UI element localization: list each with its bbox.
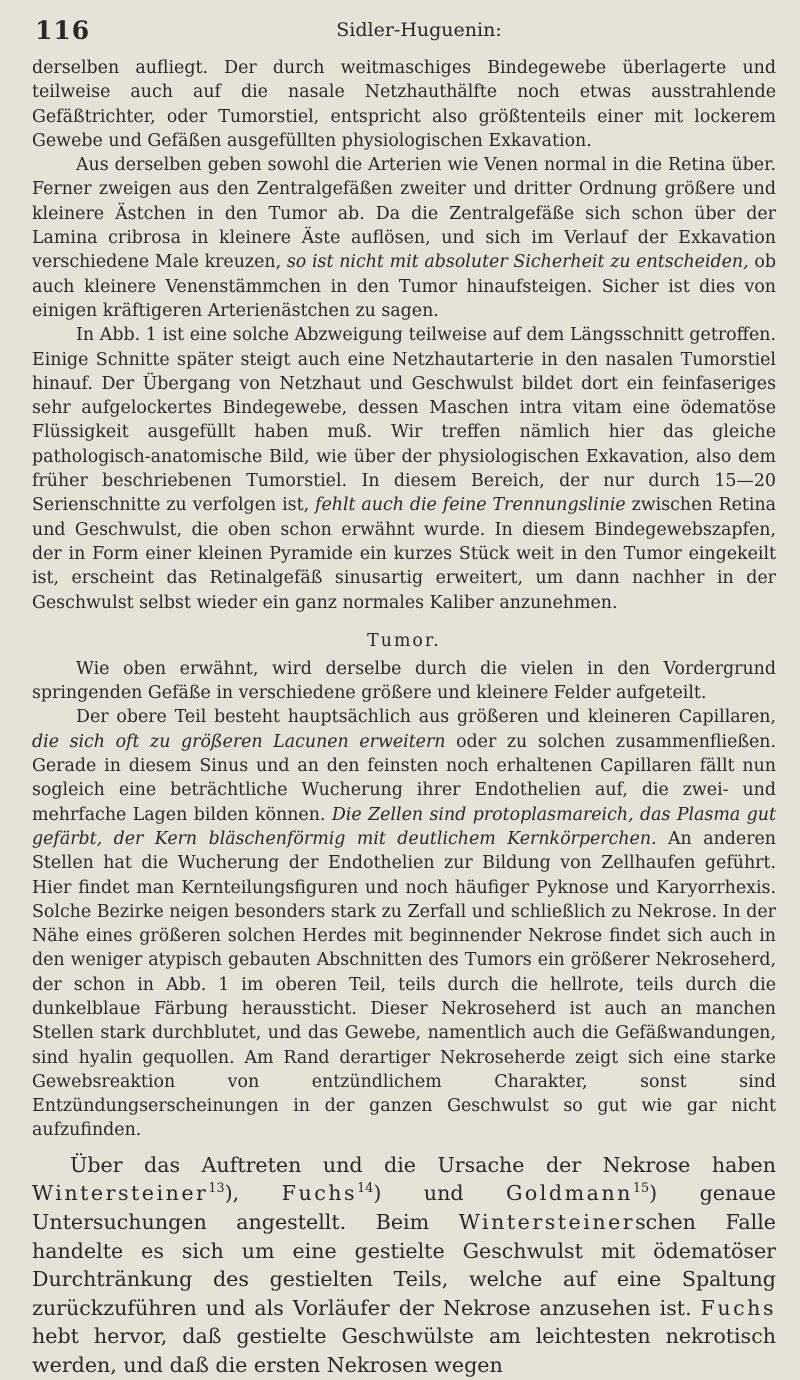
page-number: 116 — [35, 16, 91, 45]
p6-text-4: ) genaue Untersuchungen angestellt. Beim — [32, 1181, 776, 1234]
paragraph-5-emphasis-2: Die Zellen sind protoplasmareich, das Plasma gut gefärbt, der Kern bläschenförmig mit deutlichem Kernkörperchen. — [32, 804, 776, 849]
paragraph-6 — [32, 1151, 776, 1380]
paragraph-3-text-c: zwischen Retina und Geschwulst, die oben schon erwähnt wurde. In diesem Bindegewebszapfen, der in Form einer kleinen Pyramide ein kurzes Stück weit in den Tumor eingekeilt ist, erscheint das Retinalgefäß sinusartig erweitert, um dann nachher in der Geschwulst selbst wieder ein ganz normales Kaliber anzunehmen. — [32, 495, 777, 613]
author-fuchs-2: Fuchs — [700, 1295, 777, 1320]
paragraph-5-text-c: oder zu solchen zusammenfließen. Gerade in diesem Sinus und an den feinsten noch erhaltenen Capillaren fällt nun sogleich eine beträchtliche Wucherung ihrer Endothelien auf, die zwei- und mehrfache Lagen bilden können. — [32, 731, 777, 825]
author-fuchs: Fuchs — [281, 1181, 358, 1206]
author-wintersteiner-2: Wintersteiner — [458, 1209, 636, 1234]
paragraph-5-text-e: An anderen Stellen hat die Wucherung der Endothelien zur Bildung von Zellhaufen geführt. Hier findet man Kernteilungsfiguren und noch häufiger Pyknose und Karyorrhexis. Solche Bezirke neigen besonders stark zu Zerfall und schließlich zu Nekrose. In der Nähe eines größeren solchen Herdes mit beginnender Nekrose findet sich auch in den weniger atypisch gebauten Abschnitten des Tumors ein größerer Nekroseherd, der schon in Abb. 1 im oberen Teil, teils durch die hellrote, teils durch die dunkelblaue Färbung heraussticht. Dieser Nekroseherd ist auch an manchen Stellen stark durchblutet, und das Gewebe, namentlich auch die Gefäßwandungen, sind hyalin gequollen. Am Rand derartiger Nekroseherde zeigt sich eine starke Gewebsreaktion von entzündlichem Charakter, sonst sind Entzündungserscheinungen in der ganzen Geschwulst so gut wie gar nicht aufzufinden. — [32, 828, 776, 1141]
footnote-ref-15[interactable]: 15 — [632, 1181, 650, 1197]
p6-text-5: schen Falle handelte es sich um eine gestielte Geschwulst mit ödematöser Durchtränkung des gestielten Teils, welche auf eine Spaltung zurückzuführen und als Vorläufer der Nekrose anzusehen ist. — [32, 1209, 776, 1320]
paragraph-4: Wie oben erwähnt, wird derselbe durch die vielen in den Vordergrund springenden Gefäße in verschiedene größere und kleinere Felder aufgeteilt. — [32, 658, 776, 704]
p6-text-3: ) und — [373, 1181, 464, 1206]
paragraph-3-text-a: In Abb. 1 ist eine solche Abzweigung teilweise auf dem Längsschnitt getroffen. Einige Schnitte später steigt auch eine Netzhautarterie in den nasalen Tumorstiel hinauf. Der Übergang von Netzhaut und Geschwulst bildet dort ein feinfaseriges sehr aufgelockertes Bindegewebe, dessen Maschen intra vitam eine ödematöse Flüssigkeit ausgefüllt haben muß. Wir treffen nämlich hier das gleiche pathologisch-anatomische Bild, wie über der physiologischen Exkavation, also dem früher beschriebenen Tumorstiel. In diesem Bereich, der nur durch 15—20 Serienschnitte zu verfolgen ist, — [32, 325, 776, 516]
paragraph-2 — [32, 153, 776, 323]
paragraph-3 — [32, 323, 776, 615]
paragraph-5-text-a: Der obere Teil besteht hauptsächlich aus größeren und kleineren Capillaren, — [76, 707, 776, 728]
paragraph-2-text-c: ob auch kleinere Venenstämmchen in den Tumor hinaufsteigen. Sicher ist dies von einigen kräftigeren Arterienästchen zu sagen. — [32, 252, 777, 321]
running-title: Sidler-Huguenin: — [336, 19, 502, 41]
section-heading-tumor: Tumor. — [367, 630, 441, 651]
footnote-ref-14[interactable]: 14 — [357, 1181, 374, 1197]
running-head — [32, 14, 776, 56]
p6-text-6: hebt hervor, daß gestielte Geschwülste am leichtesten nekrotisch werden, und daß die ersten Nekrosen wegen — [32, 1324, 776, 1377]
footnote-ref-13[interactable]: 13 — [208, 1181, 225, 1197]
author-goldmann: Goldmann — [505, 1181, 633, 1206]
paragraph-2-emphasis: so ist nicht mit absoluter Sicherheit zu entscheiden, — [286, 252, 749, 273]
paragraph-5 — [32, 705, 776, 1142]
paragraph-1: derselben aufliegt. Der durch weitmaschiges Bindegewebe überlagerte und teilweise auch auf die nasale Netzhauthälfte noch etwas ausstrahlende Gefäßtrichter, oder Tumorstiel, entspricht also größtenteils einer mit lockerem Gewebe und Gefäßen ausgefüllten physiologischen Exkavation. — [32, 58, 776, 151]
author-wintersteiner: Wintersteiner — [32, 1181, 209, 1206]
p6-text-2: ), — [224, 1181, 240, 1206]
paragraph-5-emphasis-1: die sich oft zu größeren Lacunen erweitern — [32, 731, 446, 752]
p6-text-1: Über das Auftreten und die Ursache der Nekrose haben — [70, 1152, 776, 1177]
paragraph-2-text-a: Aus derselben geben sowohl die Arterien wie Venen normal in die Retina über. Ferner zweigen aus den Zentralgefäßen zweiter und dritter Ordnung größere und kleinere Ästchen in den Tumor ab. Da die Zentralgefäße sich schon über der Lamina cribrosa in kleinere Äste auflösen, und sich im Verlauf der Exkavation verschiedene Male kreuzen, — [32, 155, 776, 273]
paragraph-3-emphasis: fehlt auch die feine Trennungslinie — [315, 495, 626, 516]
